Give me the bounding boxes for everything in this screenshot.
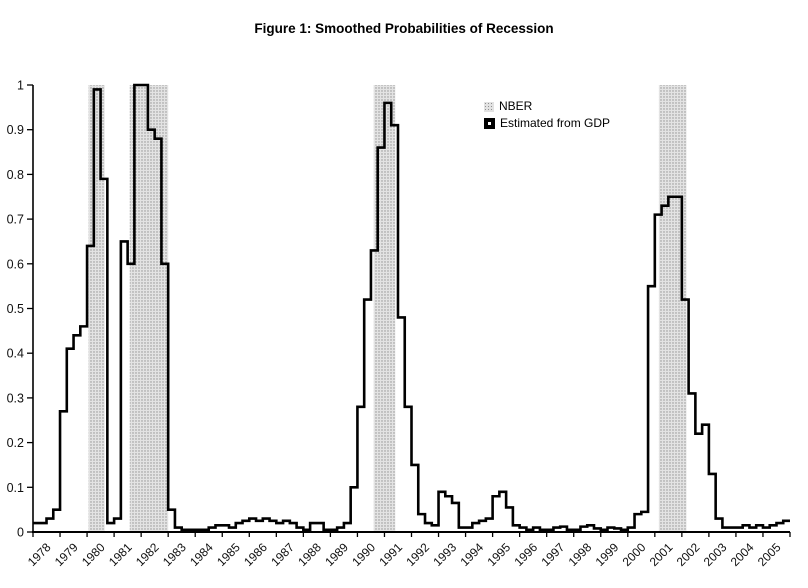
x-tick-label: 1988 [295, 540, 324, 570]
y-tick-label: 0.5 [6, 302, 24, 316]
x-tick-label: 2003 [700, 540, 730, 570]
x-tick-label: 1993 [430, 540, 460, 570]
y-tick-label: 0.7 [6, 212, 24, 227]
y-tick-label: 0.6 [6, 257, 24, 272]
x-tick-label: 2002 [673, 540, 703, 570]
legend-item-nber [484, 100, 610, 113]
x-tick-label: 1990 [349, 540, 379, 570]
nber-band [88, 85, 104, 532]
x-tick-label: 1991 [376, 540, 406, 570]
nber-band [659, 85, 687, 532]
y-tick-label: 0 [17, 525, 24, 540]
x-tick-label: 1979 [51, 540, 81, 570]
x-tick-label: 1987 [268, 540, 297, 570]
x-tick-label: 1978 [24, 540, 54, 570]
x-tick-label: 1985 [214, 540, 243, 570]
x-tick-label: 1986 [241, 540, 270, 570]
x-tick-label: 2004 [727, 540, 757, 570]
figure-title: Figure 1: Smoothed Probabilities of Recession [254, 21, 554, 36]
x-tick-label: 1992 [403, 540, 433, 570]
y-tick-label: 1 [17, 78, 24, 93]
x-tick-label: 1996 [511, 540, 541, 570]
x-tick-label: 1982 [133, 540, 162, 570]
y-tick-label: 0.1 [6, 480, 24, 495]
x-tick-label: 2005 [754, 540, 784, 570]
legend-label-nber: NBER [499, 99, 533, 113]
y-tick-label: 0.4 [6, 346, 24, 361]
x-tick-label: 1995 [484, 540, 514, 570]
x-tick-label: 1997 [538, 540, 568, 570]
x-tick-label: 1999 [592, 540, 622, 570]
y-tick-label: 0.9 [6, 123, 24, 138]
nber-recession-bands [88, 85, 686, 532]
legend-label-gdp: Estimated from GDP [500, 116, 611, 130]
legend [484, 100, 610, 130]
y-tick-label: 0.8 [6, 167, 24, 182]
x-tick-label: 1998 [565, 540, 595, 570]
x-tick-label: 1983 [160, 540, 189, 570]
gdp-line-marker-icon [484, 118, 495, 129]
y-tick-label: 0.3 [6, 391, 24, 406]
nber-band-swatch-icon [484, 102, 494, 112]
x-tick-label: 1984 [187, 540, 216, 570]
x-tick-label: 2001 [646, 540, 676, 570]
x-tick-label: 1994 [457, 540, 487, 570]
x-tick-label: 1981 [105, 540, 135, 570]
legend-item-gdp [484, 117, 610, 130]
x-tick-label: 1989 [322, 540, 352, 570]
y-tick-label: 0.2 [6, 436, 24, 451]
x-tick-label: 1980 [78, 540, 108, 570]
x-tick-label: 2000 [619, 540, 649, 570]
